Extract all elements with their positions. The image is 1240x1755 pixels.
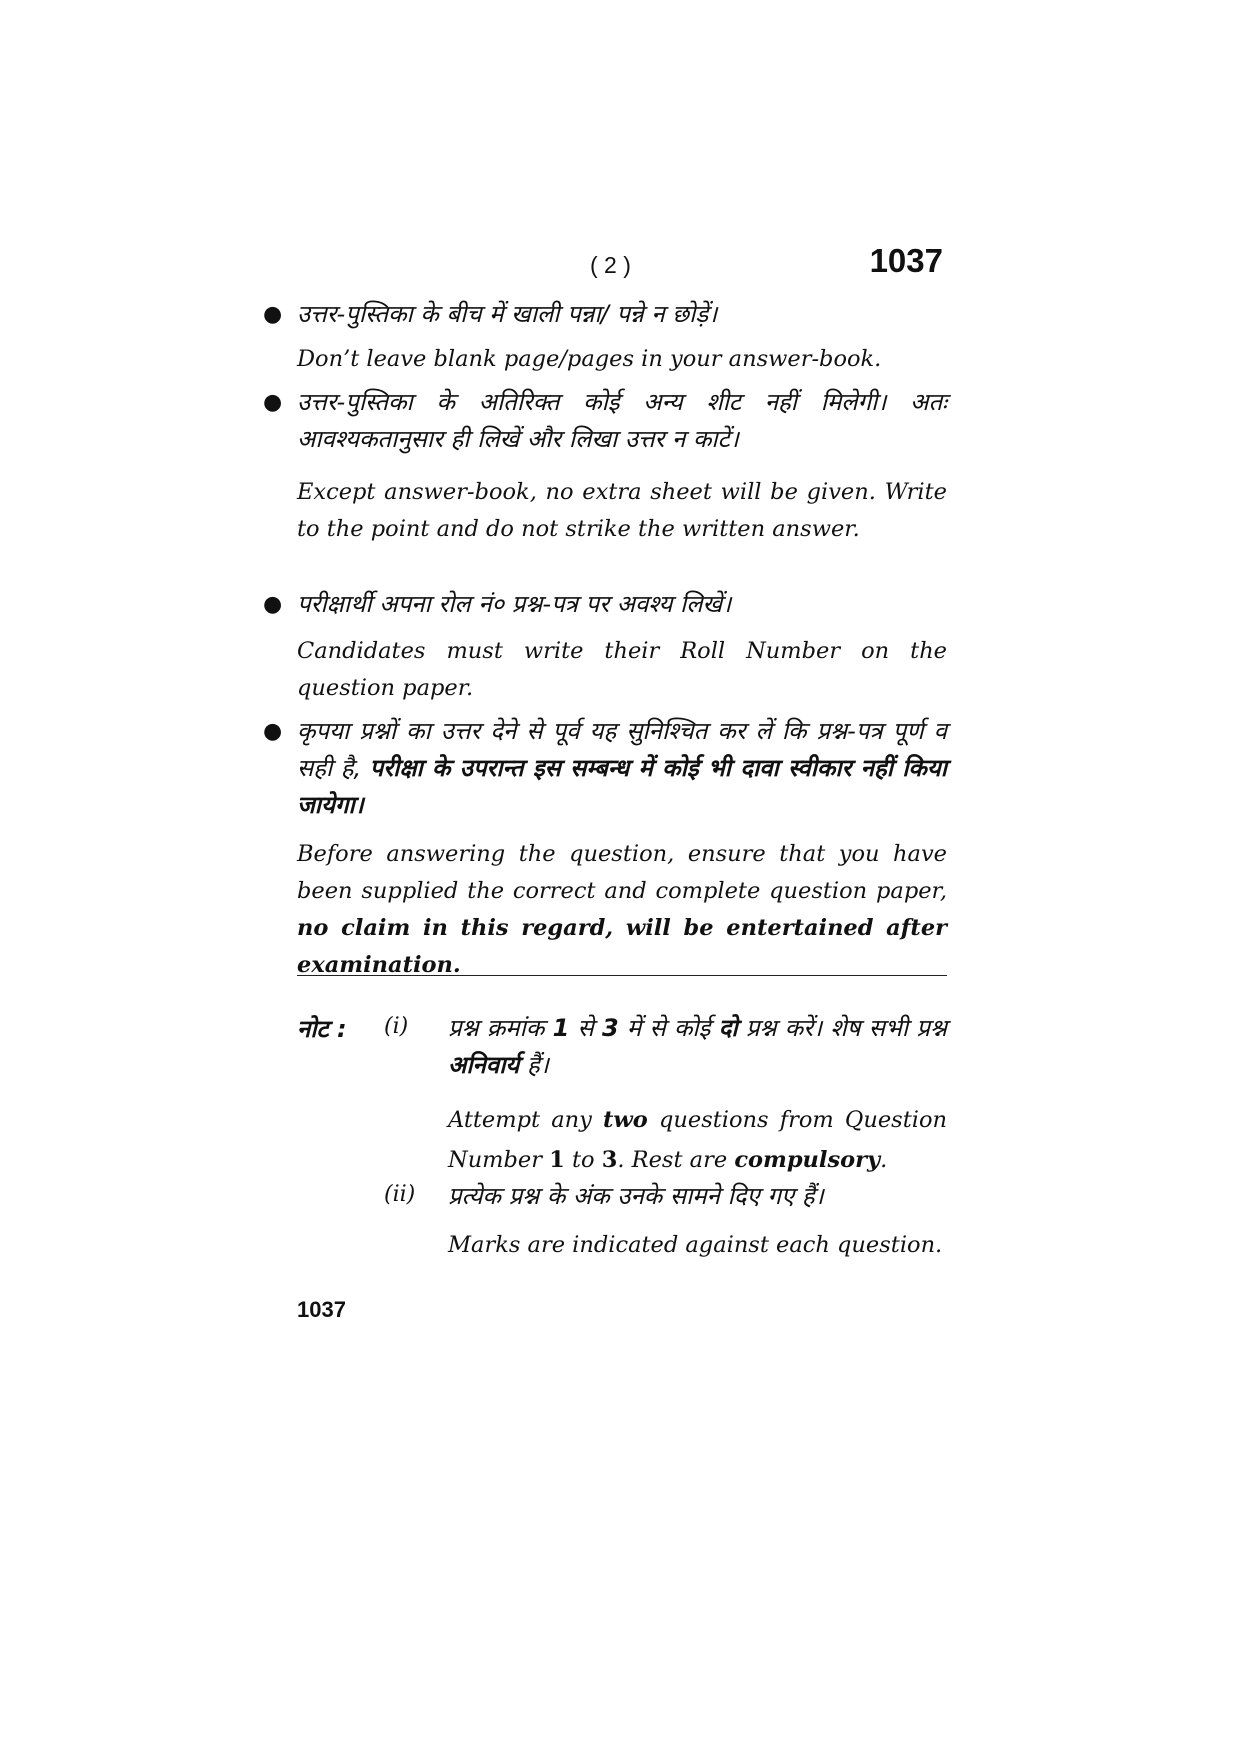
note-item-1-english [448,1100,947,1180]
instruction-3-english: Candidates must write their Roll Number on the question paper. [297,638,947,701]
bold-span: 3 [601,1147,618,1173]
instruction-2 [263,384,947,548]
text-span: से [569,1014,602,1042]
note-item-2-number: (ii) [384,1182,416,1207]
instruction-4 [263,713,947,984]
bullet-icon: ● [263,719,283,744]
text-span: to [564,1147,602,1173]
text-span: . [880,1147,888,1173]
instruction-2-hindi: उत्तर-पुस्तिका के अतिरिक्त कोई अन्य शीट नहीं मिलेगी। अतः आवश्यकतानुसार ही लिखें और लिखा उत्तर न काटें। [297,388,947,453]
note-item-2-hindi: प्रत्येक प्रश्न के अंक उनके सामने दिए गए हैं। [448,1182,824,1210]
bold-span: दो [718,1014,738,1042]
note-label: नोट : [297,1015,347,1043]
note-item-2 [448,1178,947,1264]
text-span: . Rest are [617,1147,735,1173]
instruction-4-hindi-bold: परीक्षा के उपरान्त इस सम्बन्ध में कोई भी दावा स्वीकार नहीं किया जायेगा। [297,754,947,819]
text-span: हैं। [519,1051,549,1079]
note-item-1-hindi [448,1010,947,1084]
bold-span: 3 [601,1014,619,1042]
bold-span: अनिवार्य [448,1051,520,1079]
paper-code-footer: 1037 [297,1297,346,1322]
text-span: Attempt any [448,1107,604,1133]
section-divider [297,975,947,976]
instruction-2-english: Except answer-book, no extra sheet will be given. Write to the point and do not strike the written answer. [297,479,947,542]
instruction-4-english [297,836,947,984]
instruction-4-hindi-normal: कृपया प्रश्नों का उत्तर देने से पूर्व यह सुनिश्चित कर लें कि प्रश्न-पत्र पूर्ण व सही है, [297,717,947,782]
bullet-icon: ● [263,302,283,327]
note-item-1 [448,1010,947,1180]
text-span: में से कोई [618,1014,719,1042]
note-item-2-english: Marks are indicated against each question. [448,1232,943,1258]
instruction-4-english-bold: no claim in this regard, will be entertained after examination. [297,915,947,978]
bold-span: 1 [552,1014,570,1042]
bold-span: compulsory [734,1147,881,1173]
instruction-4-english-normal: Before answering the question, ensure that you have been supplied the correct and complete question paper, [297,841,947,904]
text-span: questions from Question Number [448,1107,947,1173]
instruction-1-english: Don’t leave blank page/pages in your answer-book. [297,346,882,372]
text-span: प्रश्न करें। शेष सभी प्रश्न [737,1014,947,1042]
instruction-1 [263,296,947,378]
bold-span: 1 [549,1147,565,1173]
text-span: प्रश्न क्रमांक [448,1014,553,1042]
bullet-icon: ● [263,390,283,415]
page-number: ( 2 ) [590,252,631,278]
instruction-1-hindi: उत्तर-पुस्तिका के बीच में खाली पन्ना/ पन्ने न छोड़ें। [297,300,718,328]
bold-span: two [603,1107,648,1133]
instruction-3 [263,586,947,707]
paper-code-header: 1037 [869,242,943,279]
instruction-4-hindi [297,713,947,824]
instruction-3-hindi: परीक्षार्थी अपना रोल नं० प्रश्न-पत्र पर अवश्य लिखें। [297,590,732,618]
bullet-icon: ● [263,592,283,617]
note-item-1-number: (i) [384,1014,409,1039]
